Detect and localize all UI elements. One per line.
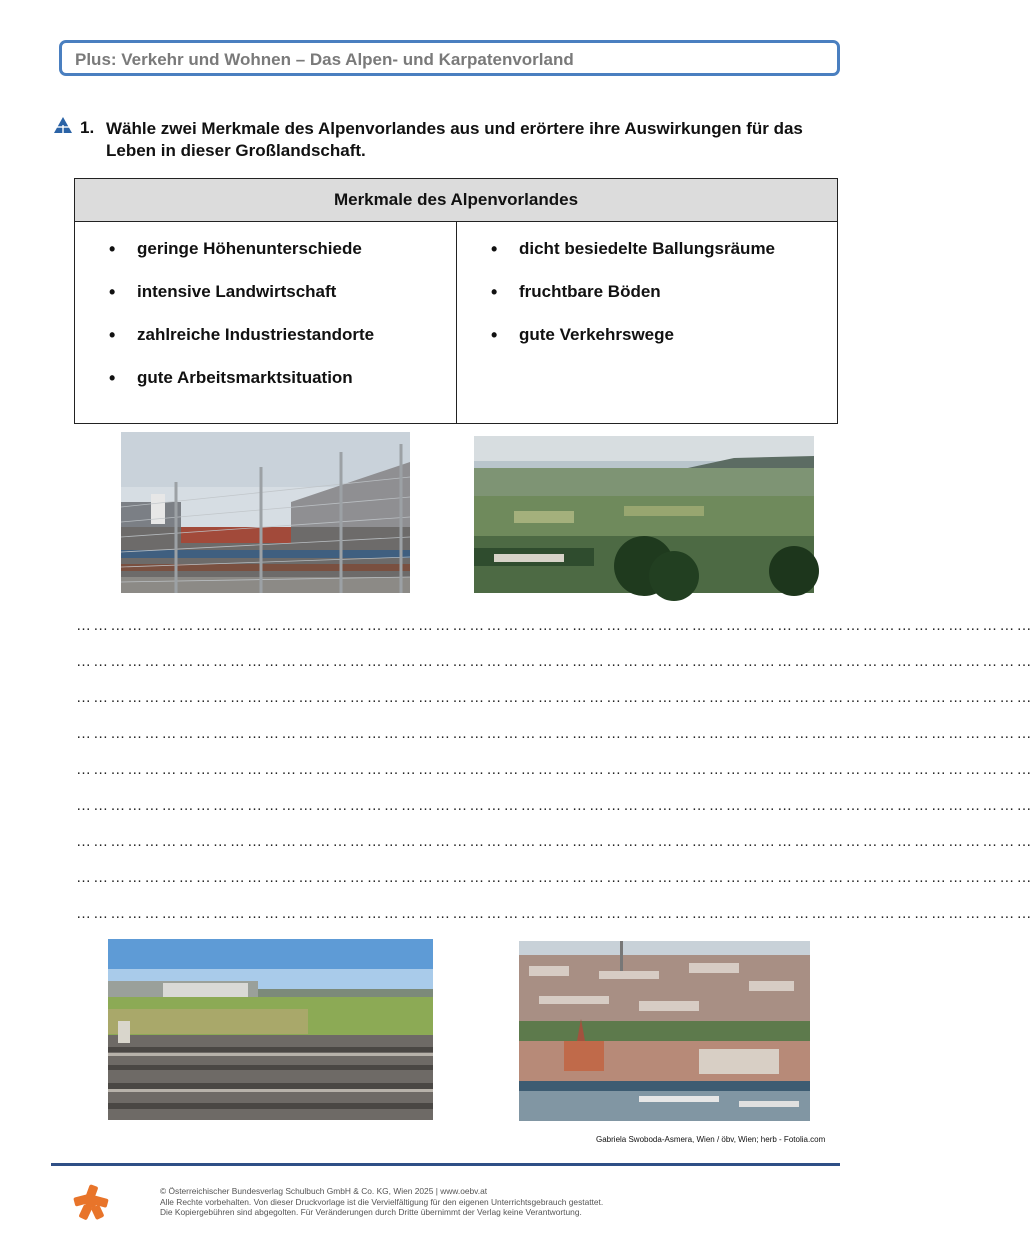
left-feature-list <box>109 239 374 411</box>
answer-line[interactable]: …………………………………………………………………………………………………………………………………………………… <box>76 725 1034 742</box>
task-number: 1. <box>80 118 95 137</box>
answer-line[interactable]: …………………………………………………………………………………………………………………………………………………… <box>76 833 1034 850</box>
list-item: • geringe Höhenunterschiede <box>109 239 374 282</box>
industry-photo <box>121 432 410 593</box>
railway-field-photo <box>108 939 433 1120</box>
table-divider <box>456 222 457 424</box>
answer-line[interactable]: …………………………………………………………………………………………………………………………………………………… <box>76 617 1034 634</box>
city-photo <box>519 941 810 1121</box>
publisher-logo-icon <box>72 1183 110 1221</box>
answer-line[interactable]: …………………………………………………………………………………………………………………………………………………… <box>76 905 1034 922</box>
photo-credit: Gabriela Swoboda-Asmera, Wien / öbv, Wien; herb - Fotolia.com <box>596 1135 826 1144</box>
list-item: • intensive Landwirtschaft <box>109 282 374 325</box>
answer-line[interactable]: …………………………………………………………………………………………………………………………………………………… <box>76 689 1034 706</box>
list-item: • fruchtbare Böden <box>491 282 775 325</box>
page-title: Plus: Verkehr und Wohnen – Das Alpen- und Karpatenvorland <box>75 50 574 69</box>
list-item: • gute Arbeitsmarktsituation <box>109 368 374 411</box>
footer-rights: Alle Rechte vorbehalten. Von dieser Druckvorlage ist die Vervielfältigung für den eigenen Unterrichtsgebrauch gestattet. <box>160 1196 604 1207</box>
answer-line[interactable]: …………………………………………………………………………………………………………………………………………………… <box>76 761 1034 778</box>
answer-line[interactable]: …………………………………………………………………………………………………………………………………………………… <box>76 797 1034 814</box>
title-box <box>59 40 840 76</box>
features-table <box>74 178 838 424</box>
list-item: • dicht besiedelte Ballungsräume <box>491 239 775 282</box>
answer-line[interactable]: …………………………………………………………………………………………………………………………………………………… <box>76 653 1034 670</box>
task-instruction: Wähle zwei Merkmale des Alpenvorlandes aus und erörtere ihre Auswirkungen für das Leben in dieser Großlandschaft. <box>106 119 803 160</box>
landscape-photo <box>474 436 814 593</box>
triangle-level-icon <box>53 116 73 134</box>
footer-text <box>160 1186 603 1218</box>
footer-divider <box>51 1163 840 1166</box>
list-item: • zahlreiche Industriestandorte <box>109 325 374 368</box>
right-feature-list <box>491 239 775 368</box>
footer-fees: Die Kopiergebühren sind abgegolten. Für Veränderungen durch Dritte übernimmt der Verlag keine Verantwortung. <box>160 1207 582 1217</box>
table-header: Merkmale des Alpenvorlandes <box>75 179 837 222</box>
footer-copyright: © Österreichischer Bundesverlag Schulbuch GmbH & Co. KG, Wien 2025 | www.oebv.at <box>160 1186 488 1196</box>
answer-line[interactable]: …………………………………………………………………………………………………………………………………………………… <box>76 869 1034 886</box>
list-item: • gute Verkehrswege <box>491 325 775 368</box>
